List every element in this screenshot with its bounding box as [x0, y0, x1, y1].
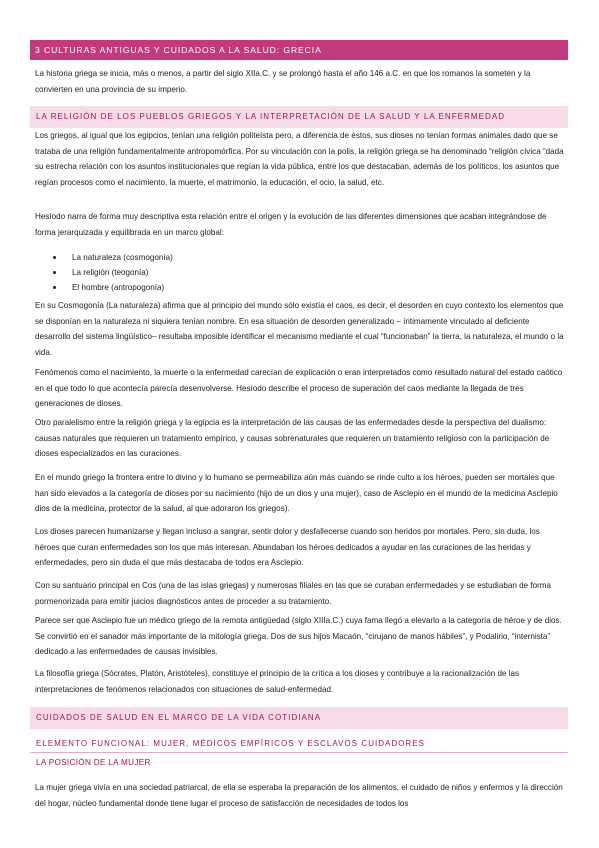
paragraph-dualismo: Otro paralelismo entre la religión griega y la egipcia es la interpretación de las causas de las enfermedades desde la perspectiva del dualismo: causas naturales que requieren un tratamiento empírico, y causas sobrenaturales que requieren un tratamiento religioso con la participación de dioses especializados en las curaciones. — [35, 418, 550, 458]
sub-title-posicion-mujer: LA POSICIÓN DE LA MUJER — [36, 758, 151, 767]
paragraph-asclepio: Parece ser que Asclepio fue un médico griego de la remota antigüedad (siglo XIIIa.C.) cuya fama llegó a elevarlo a la categoría de héroe y de dios. Se convirtió en el sanador más importante de la mitología griega. Dos de sus hijos Macaón, “cirujano de manos hábiles”, y Podalirio, “internista” dedicado a las enfermedades de causas invisibles. — [35, 616, 562, 656]
paragraph-fenomenos: Fenómenos como el nacimiento, la muerte o la enfermedad carecían de explicación o eran interpretados como resultado natural del estado caótico en el que todo lo que acontecía parecía desenvolverse. Hesíodo describe el proceso de superación del caos mediante la llegada de tres generaciones de dioses. — [35, 368, 563, 408]
paragraph-religion-civica: Los griegos, al igual que los egipcios, tenían una religión politeísta pero, a diferencia de éstos, sus dioses no tenían formas animales dado que se trataba de una religión fundamentalmente antropomórfica. Por su vinculación con la polis, la religión griega se ha denominado “religión cívica “dada su estrecha relación con los asuntos institucionales que regían la vida pública, entre los que destacaban, además de los políticos, los asuntos que regían procesos como el nacimiento, la muerte, el matrimonio, la educación, el ocio, la salud, etc. — [35, 131, 564, 187]
subsection-title-religion: LA RELIGIÓN DE LOS PUEBLOS GRIEGOS Y LA INTERPRETACIÓN DE LA SALUD Y LA ENFERMEDAD — [30, 106, 568, 128]
list-item: El hombre (antropogonía) — [35, 280, 565, 295]
paragraph-dioses-humanizados: Los dioses parecen humanizarse y llegan incluso a sangrar, sentir dolor y desfallecerse cuando son heridos por mortales. Pero, sin duda, los héroes que curan enfermedades son los que más interesan. Abundaban los héroes dedicados a ayudar en las curaciones de las heridas y enfermedades, pero sin duda el que más destacaba de todos era Asclepio. — [35, 527, 540, 567]
paragraph-filosofia: La filosofía griega (Sócrates, Platón, Aristóteles), constituye el principio de la crítica a los dioses y contribuye a la racionalización de las interpretaciones de fenómenos relacionados con situaciones de salud-enfermedad. — [35, 669, 520, 694]
subsection-title-cuidados: CUIDADOS DE SALUD EN EL MARCO DE LA VIDA COTIDIANA — [30, 707, 568, 729]
paragraph-hesiodo: Hesíodo narra de forma muy descriptiva esta relación entre el origen y la evolución de las diferentes dimensiones que acaban integrándose de forma jerarquizada y equilibrada en un marco global: — [35, 212, 547, 237]
list-item: La naturaleza (cosmogonía) — [35, 250, 565, 265]
bullet-list — [35, 250, 565, 296]
paragraph-heroes: En el mundo griego la frontera entre lo divino y lo humano se permeabiliza aún más cuando se rinde culto a los héroes, pueden ser mortales que han sido elevados a la categoría de dioses por su nacimiento (hijo de un dios y una mujer), caso de Asclepio en el mundo de la medicina Asclepio dios de la medicina, protector de la salud, al que adoraron los griegos). — [35, 473, 558, 513]
intro-paragraph: La historia griega se inicia, más o menos, a partir del siglo XIIa.C. y se prolongó hasta el año 146 a.C. en que los romanos la someten y la convierten en una provincia de su imperio. — [35, 69, 531, 94]
section-title: 3 CULTURAS ANTIGUAS Y CUIDADOS A LA SALUD: GRECIA — [30, 40, 568, 60]
element-title: ELEMENTO FUNCIONAL: MUJER, MÉDICOS EMPÍRICOS Y ESCLAVOS CUIDADORES — [30, 736, 568, 753]
paragraph-mujer-griega: La mujer griega vivía en una sociedad patriarcal, de ella se esperaba la preparación de los alimentos, el cuidado de niños y enfermos y la dirección del hogar, núcleo fundamental donde tiene lugar el proceso de satisfacción de necesidades de todos los — [35, 783, 563, 808]
paragraph-cosmogonia: En su Cosmogonía (La naturaleza) afirma que al principio del mundo sólo existía el caos, es decir, el desorden en cuyo contexto los elementos que se disponían en la naturaleza ni siquiera tenían nombre. En esa situación de desorden generalizado – íntimamente vinculado al deficiente desarrollo del sistema lingüístico– resultaba imposible identificar el mecanismo mediante el cual “funcionaban” la tierra, la naturaleza, el mundo o la vida. — [35, 301, 564, 357]
paragraph-santuario-cos: Con su santuario principal en Cos (una de las islas griegas) y numerosas filiales en las que se curaban enfermedades y se estudiaban de forma pormenorizada para emitir juicios diagnósticos antes de proceder a su tratamiento. — [35, 581, 552, 606]
list-item: La religión (teogonía) — [35, 265, 565, 280]
